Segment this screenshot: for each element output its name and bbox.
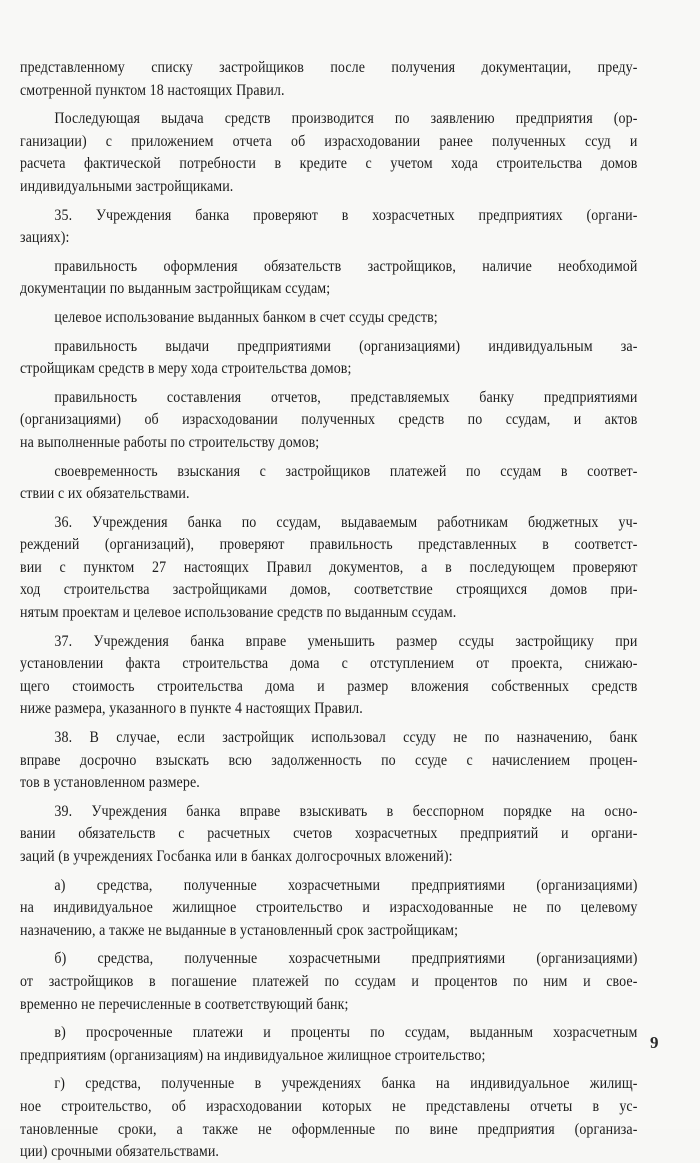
- paragraph-subsequent-issue: [20, 107, 638, 197]
- text-line: (организациями) об израсходовании полученных средств по ссудам, и актов: [20, 409, 638, 429]
- text-line: на выполненные работы по строительству домов;: [20, 431, 320, 451]
- text-line: тановленные сроки, а также не оформленные по вине предприятия (организа-: [20, 1118, 638, 1138]
- paragraph-35: [20, 204, 638, 249]
- paragraph-35-5: [20, 460, 638, 505]
- text-line: правильность выдачи предприятиями (организациями) индивидуальным за-: [54, 335, 638, 355]
- text-line: вправе досрочно взыскать всю задолженность по ссуде с начислением процен-: [20, 749, 638, 769]
- text-line: расчета фактической потребности в кредите с учетом хода строительства домов: [20, 153, 638, 173]
- text-line: назначению, а также не выданные в установленный срок застройщикам;: [20, 919, 459, 939]
- text-line: тов в установленном размере.: [20, 772, 200, 792]
- paragraph-39-v: [20, 1021, 638, 1066]
- paragraph-35-4: [20, 386, 638, 454]
- paragraph-39: [20, 800, 638, 868]
- text-line: ход строительства застройщиками домов, соответствие строящихся домов при-: [20, 579, 638, 599]
- text-line: в) просроченные платежи и проценты по ссудам, выданным хозрасчетным: [54, 1022, 638, 1042]
- text-line: документации по выданным застройщикам ссудам;: [20, 278, 331, 298]
- page-body-text: [20, 56, 638, 1163]
- paragraph-39-a: [20, 874, 638, 942]
- text-line: ции) срочными обязательствами.: [20, 1141, 220, 1161]
- text-line: реждений (организаций), проверяют правильность представленных в соответст-: [20, 534, 638, 554]
- text-line: вании обязательств с расчетных счетов хозрасчетных предприятий и органи-: [20, 823, 638, 843]
- text-line: целевое использование выданных банком в счет ссуды средств;: [54, 306, 438, 326]
- text-line: ганизации) с приложением отчета об израсходовании ранее полученных ссуд и: [20, 130, 638, 150]
- paragraph-35-1: [20, 255, 638, 300]
- text-line: на индивидуальное жилищное строительство и израсходованные не по целевому: [20, 897, 638, 917]
- text-line: ниже размера, указанного в пункте 4 настоящих Правил.: [20, 698, 363, 718]
- text-line: временно не перечисленные в соответствующий банк;: [20, 993, 349, 1013]
- text-line: Последующая выдача средств производится по заявлению предприятия (ор-: [54, 108, 638, 128]
- text-line: правильность оформления обязательств застройщиков, наличие необходимой: [54, 255, 638, 275]
- paragraph-37: [20, 630, 638, 720]
- paragraph-36: [20, 511, 638, 624]
- paragraph-continuation: [20, 56, 638, 101]
- paragraph-38: [20, 726, 638, 794]
- text-line: заций (в учреждениях Госбанка или в банках долгосрочных вложений):: [20, 846, 453, 865]
- text-line: б) средства, полученные хозрасчетными предприятиями (организациями): [54, 948, 638, 968]
- text-line: 39. Учреждения банка вправе взыскивать в бесспорном порядке на осно-: [54, 800, 638, 820]
- text-line: ствии с их обязательствами.: [20, 483, 190, 503]
- paragraph-35-3: [20, 335, 638, 380]
- text-line: 35. Учреждения банка проверяют в хозрасчетных предприятиях (органи-: [54, 204, 638, 224]
- text-line: 36. Учреждения банка по ссудам, выдаваемым работникам бюджетных уч-: [54, 511, 638, 531]
- text-line: 38. В случае, если застройщик использовал ссуду не по назначению, банк: [54, 727, 638, 747]
- text-line: вии с пунктом 27 настоящих Правил документов, а в последующем проверяют: [20, 556, 638, 576]
- text-line: предприятиям (организациям) на индивидуальное жилищное строительство;: [20, 1044, 486, 1064]
- text-line: а) средства, полученные хозрасчетными предприятиями (организациями): [54, 874, 638, 894]
- text-line: правильность составления отчетов, представляемых банку предприятиями: [54, 386, 638, 406]
- text-line: щего стоимость строительства дома и размер вложения собственных средств: [20, 675, 638, 695]
- text-line: ное строительство, об израсходовании которых не представлены отчеты в ус-: [20, 1095, 638, 1115]
- text-line: индивидуальными застройщиками.: [20, 175, 234, 195]
- text-line: от застройщиков в погашение платежей по ссудам и процентов по ним и свое-: [20, 970, 638, 990]
- text-line: 37. Учреждения банка вправе уменьшить размер ссуды застройщику при: [54, 630, 638, 650]
- paragraph-35-2: [20, 306, 638, 329]
- text-line: смотренной пунктом 18 настоящих Правил.: [20, 79, 285, 99]
- page-number: 9: [650, 1033, 659, 1052]
- text-line: г) средства, полученные в учреждениях банка на индивидуальное жилищ-: [54, 1073, 638, 1093]
- paragraph-39-b: [20, 947, 638, 1015]
- text-line: зациях):: [20, 227, 70, 247]
- text-line: установлении факта строительства дома с отступлением от проекта, снижаю-: [20, 653, 638, 673]
- paragraph-39-g: [20, 1072, 638, 1162]
- text-line: нятым проектам и целевое использование средств по выданным ссудам.: [20, 602, 457, 622]
- text-line: стройщикам средств в меру хода строительства домов;: [20, 358, 352, 378]
- text-line: представленному списку застройщиков после получения документации, преду-: [20, 57, 638, 76]
- text-line: своевременность взыскания с застройщиков платежей по ссудам в соответ-: [54, 460, 638, 480]
